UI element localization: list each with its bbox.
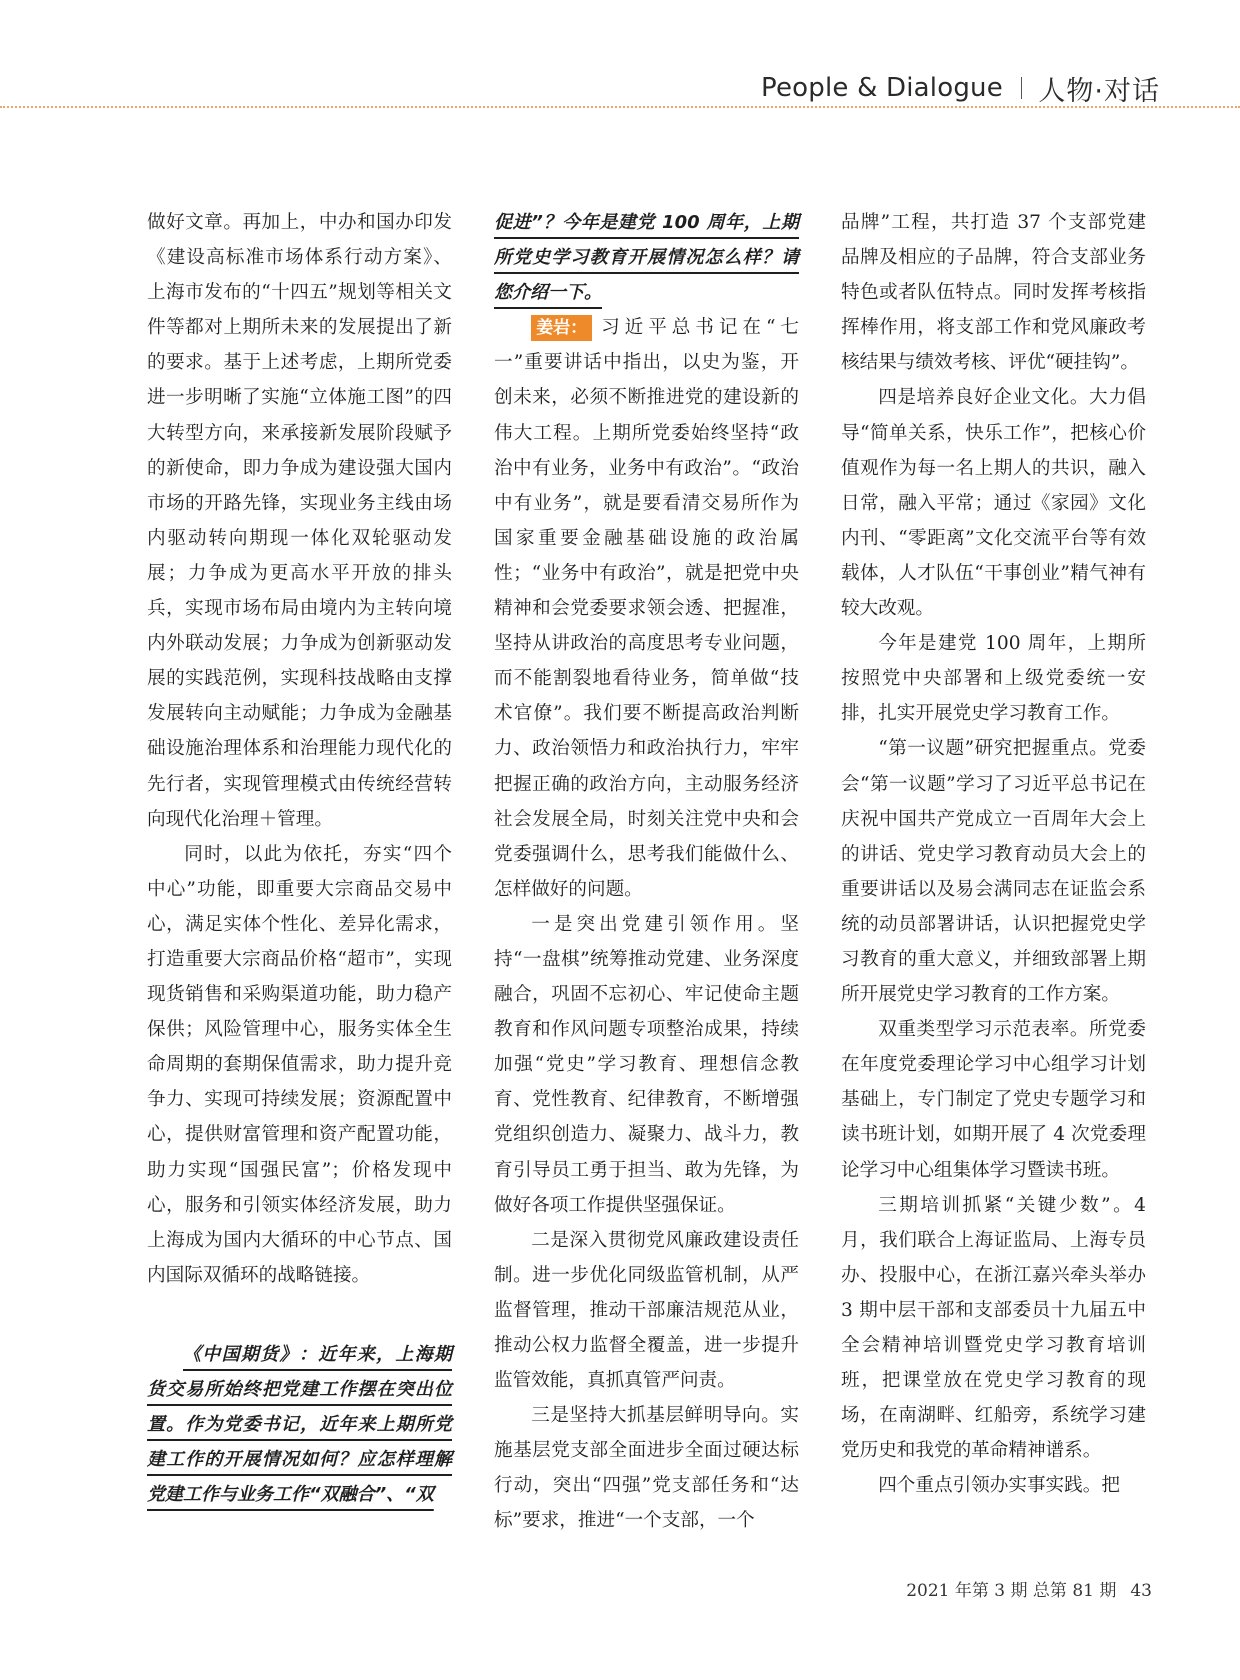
paragraph: 品牌”工程，共打造 37 个支部党建品牌及相应的子品牌，符合支部业务特色或者队伍特点。同时发挥考核指挥棒作用，将支部工作和党风廉政考核结果与绩效考核、评优“硬挂钩”。 [841,212,1146,374]
page-number: 43 [1130,1581,1152,1601]
page-header [761,64,1160,112]
paragraph: 同时，以此为依托，夯实“四个中心”功能，即重要大宗商品交易中心，满足实体个性化、差异化需求，打造重要大宗商品价格“超市”，实现现货销售和采购渠道功能，助力稳产保供；风险管理中心，服务实体全生命周期的套期保值需求，助力提升竞争力、实现可持续发展；资源配置中心，提供财富管理和资产配置功能，助力实现“国强民富”；价格发现中心，服务和引领实体经济发展，助力上海成为国内大循环的中心节点、国内国际双循环的战略链接。 [147,843,452,1286]
paragraph: 双重类型学习示范表率。所党委在年度党委理论学习中心组学习计划基础上，专门制定了党史专题学习和读书班计划，如期开展了 4 次党委理论学习中心组集体学习暨读书班。 [841,1019,1146,1181]
paragraph: 三期培训抓紧“关键少数”。4月，我们联合上海证监局、上海专员办、投服中心，在浙江嘉兴牵头举办 3 期中层干部和支部委员十九届五中全会精神培训暨党史学习教育培训班，把课堂放在党史学习教育的现场，在南湖畔、红船旁，系统学习建党历史和我党的革命精神谱系。 [841,1194,1146,1462]
paragraph: 一是突出党建引领作用。坚持“一盘棋”统筹推动党建、业务深度融合，巩固不忘初心、牢记使命主题教育和作风问题专项整治成果，持续加强“党史”学习教育、理想信念教育、党性教育、纪律教育，不断增强党组织创造力、凝聚力、战斗力，教育引导员工勇于担当、敢为先锋，为做好各项工作提供坚强保证。 [494,913,799,1216]
interview-question [147,1337,452,1512]
question-text: 促进”？今年是建党 100 周年，上期所党史学习教育开展情况怎么样？请您介绍一下。 [494,212,799,304]
header-dotted-rule [0,106,1240,108]
paragraph: 四个重点引领办实事实践。把 [878,1475,1120,1497]
page-footer [906,1576,1152,1601]
interview-question-continued [494,205,799,310]
paragraph: 今年是建党 100 周年，上期所按照党中央部署和上级党委统一安排，扎实开展党史学习教育工作。 [841,633,1146,725]
answer-text: 习近平总书记在“七一”重要讲话中指出，以史为鉴，开创未来，必须不断推进党的建设新的伟大工程。上期所党委始终坚持“政治中有业务，业务中有政治”。“政治中有业务”，就是要看清交易所作为国家重要金融基础设施的政治属性；“业务中有政治”，就是把党中央精神和会党委要求领会透、把握准，坚持从讲政治的高度思考专业问题，而不能割裂地看待业务，简单做“技术官僚”。我们要不断提高政治判断力、政治领悟力和政治执行力，牢牢把握正确的政治方向，主动服务经济社会发展全局，时刻关注党中央和会党委强调什么，思考我们能做什么、怎样做好的问题。 [494,317,799,900]
answer-paragraph [494,310,799,907]
paragraph: 四是培养良好企业文化。大力倡导“简单关系，快乐工作”，把核心价值观作为每一名上期人的共识，融入日常，融入平常；通过《家园》文化内刊、“零距离”文化交流平台等有效载体，人才队伍“干事创业”精气神有较大改观。 [841,387,1146,620]
issue-info: 2021 年第 3 期 总第 81 期 [906,1581,1117,1601]
text-column-3 [841,205,1146,1503]
header-divider [1021,77,1023,99]
paragraph: 做好文章。再加上，中办和国办印发《建设高标准市场体系行动方案》、上海市发布的“十四五”规划等相关文件等都对上期所未来的发展提出了新的要求。基于上述考虑，上期所党委进一步明晰了实施“立体施工图”的四大转型方向，来承接新发展阶段赋予的新使命，即力争成为建设强大国内市场的开路先锋，实现业务主线由场内驱动转向期现一体化双轮驱动发展；力争成为更高水平开放的排头兵，实现市场布局由境内为主转向境内外联动发展；力争成为创新驱动发展的实践范例，实现科技战略由支撑发展转向主动赋能；力争成为金融基础设施治理体系和治理能力现代化的先行者，实现管理模式由传统经营转向现代化治理＋管理。 [147,212,452,830]
question-text: 《中国期货》：近年来，上海期货交易所始终把党建工作摆在突出位置。作为党委书记，近年来上期所党建工作的开展情况如何？应怎样理解党建工作与业务工作“双融合”、“双 [147,1343,452,1506]
section-title-en: People & Dialogue [761,73,1003,103]
text-column-2 [494,205,799,1539]
speaker-label: 姜岩： [531,315,592,341]
paragraph: 二是深入贯彻党风廉政建设责任制。进一步优化同级监管机制，从严监督管理，推动干部廉洁规范从业，推动公权力监督全覆盖，进一步提升监管效能，真抓真管严问责。 [494,1229,799,1392]
paragraph: 三是坚持大抓基层鲜明导向。实施基层党支部全面进步全面过硬达标行动，突出“四强”党支部任务和“达标”要求，推进“一个支部，一个 [494,1405,799,1532]
section-title-cn: 人物·对话 [1038,75,1160,107]
text-column-1 [147,205,452,1512]
paragraph: “第一议题”研究把握重点。党委会“第一议题”学习了习近平总书记在庆祝中国共产党成立一百周年大会上的讲话、党史学习教育动员大会上的重要讲话以及易会满同志在证监会系统的动员部署讲话，认识把握党史学习教育的重大意义，并细致部署上期所开展党史学习教育的工作方案。 [841,738,1146,1006]
